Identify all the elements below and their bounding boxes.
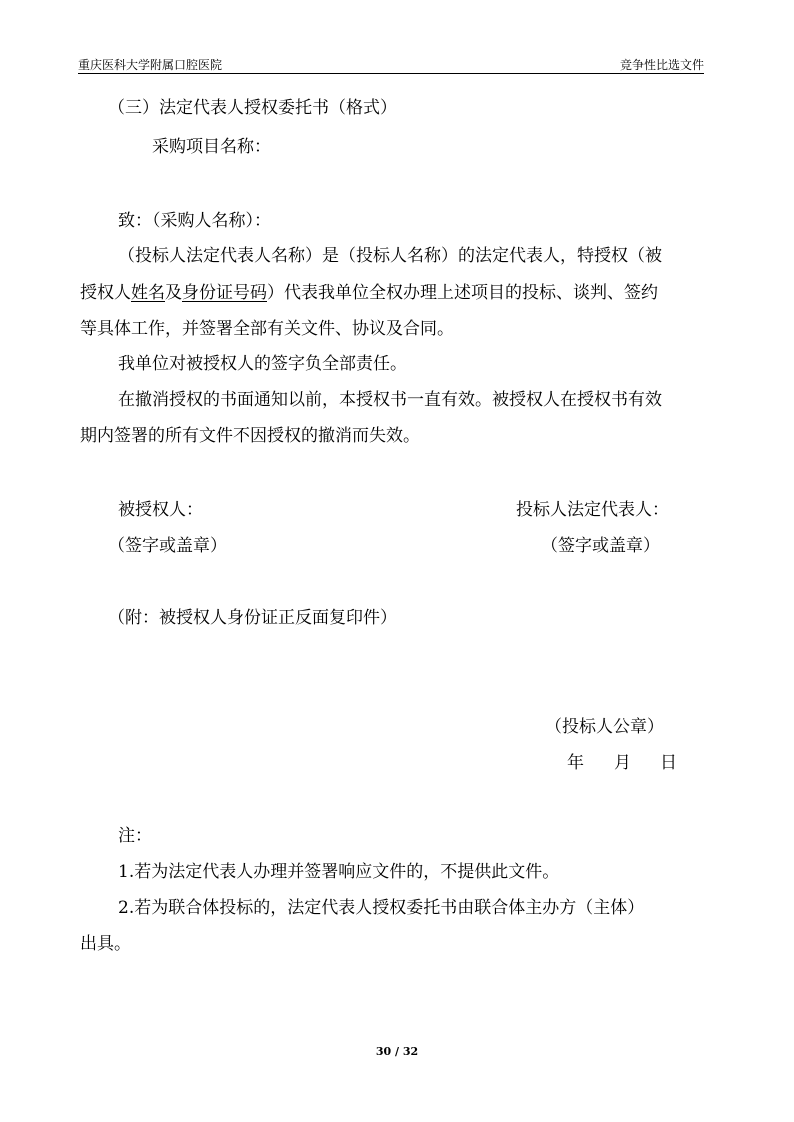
notes-heading: 注： <box>118 826 152 846</box>
header-left: 重庆医科大学附属口腔医院 <box>78 58 223 72</box>
page-number: 30 / 32 <box>375 1045 419 1058</box>
agent-signature-note: （签字或盖章） <box>108 536 227 556</box>
responsibility-paragraph: 我单位对被授权人的签字负全部责任。 <box>118 354 407 374</box>
para1-text: ）代表我单位全权办理上述项目的投标、谈判、签约 <box>267 283 658 303</box>
para3-line2: 期内签署的所有文件不因授权的撤消而失效。 <box>80 426 420 446</box>
date-month: 月 <box>614 753 631 773</box>
date-year: 年 <box>567 753 584 773</box>
note-2-line2: 出具。 <box>80 934 131 954</box>
agent-label: 被授权人： <box>118 500 203 520</box>
attachment-note: （附：被授权人身份证正反面复印件） <box>108 608 397 628</box>
underlined-name: 姓名 <box>131 283 165 303</box>
bidder-seal: （投标人公章） <box>545 717 664 737</box>
date-day: 日 <box>660 753 677 773</box>
underlined-id-number: 身份证号码 <box>182 283 267 303</box>
header-right: 竞争性比选文件 <box>619 58 704 72</box>
para1-text: 授权人 <box>80 283 131 303</box>
addressee-line: 致：（采购人名称）： <box>118 211 271 231</box>
para1-line1: （投标人法定代表人名称）是（投标人名称）的法定代表人，特授权（被 <box>118 246 662 266</box>
header-divider <box>78 73 704 74</box>
document-title: （三）法定代表人授权委托书（格式） <box>108 98 397 118</box>
para1-line2 <box>80 282 658 304</box>
project-label: 采购项目名称： <box>152 137 271 157</box>
para3-line1: 在撤消授权的书面通知以前，本授权书一直有效。被授权人在授权书有效 <box>118 390 662 410</box>
note-1: 1.若为法定代表人办理并签署响应文件的，不提供此文件。 <box>118 862 560 882</box>
note-2-line1: 2.若为联合体投标的，法定代表人授权委托书由联合体主办方（主体） <box>118 898 645 918</box>
para1-line3: 等具体工作，并签署全部有关文件、协议及合同。 <box>80 319 454 339</box>
legal-rep-signature-note: （签字或盖章） <box>541 536 660 556</box>
legal-rep-label: 投标人法定代表人： <box>516 500 669 520</box>
para1-text: 及 <box>165 283 182 303</box>
